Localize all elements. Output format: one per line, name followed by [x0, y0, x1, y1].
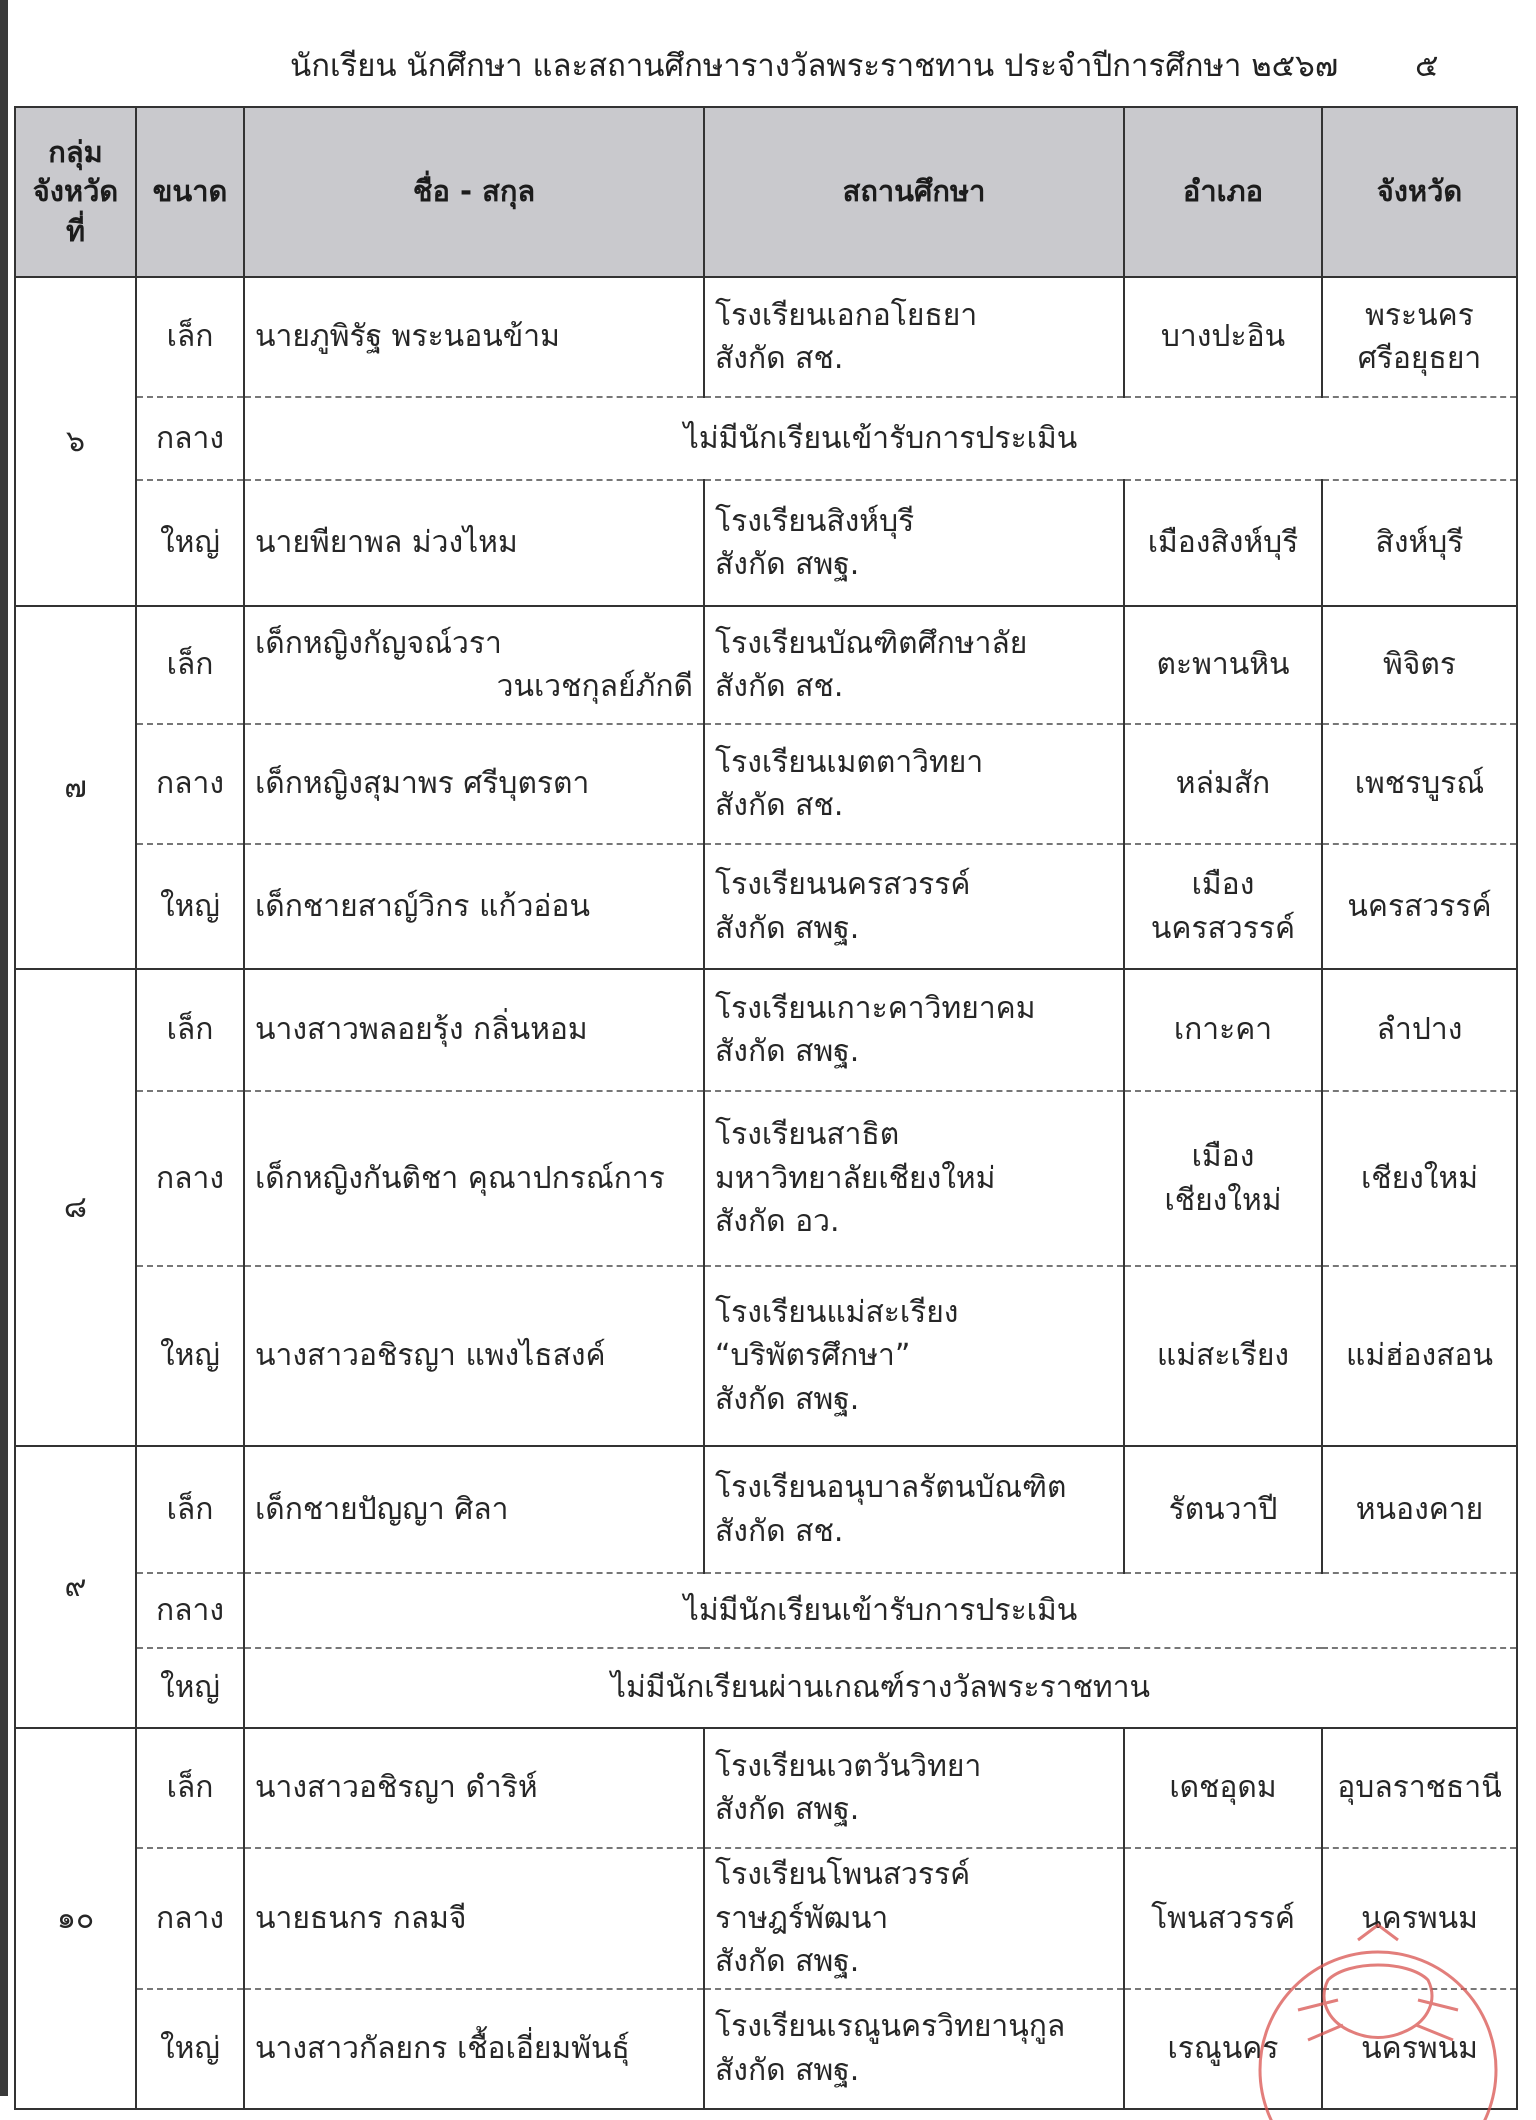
column-header-province: จังหวัด — [1322, 107, 1517, 277]
school-line: โรงเรียนเกาะคาวิทยาคม — [715, 990, 1036, 1026]
column-header-group-line: กลุ่ม — [48, 135, 103, 170]
district-cell: บางปะอิน — [1124, 277, 1322, 397]
district-cell: เมืองเชียงใหม่ — [1124, 1091, 1322, 1266]
province-cell: ลำปาง — [1322, 969, 1517, 1091]
table-row — [15, 1848, 1517, 1989]
district-cell: โพนสวรรค์ — [1124, 1848, 1322, 1989]
district-cell: เมืองสิงห์บุรี — [1124, 480, 1322, 606]
school-line: โรงเรียนโพนสวรรค์ราษฎร์พัฒนา — [715, 1857, 971, 1936]
school-line: โรงเรียนสาธิต — [715, 1117, 900, 1153]
school-line: สังกัด สพฐ. — [715, 1381, 860, 1417]
table-header-row — [15, 107, 1517, 277]
name-line: วนเวชกุลย์ภักดี — [496, 669, 693, 704]
name-cell — [244, 606, 704, 724]
school-line: โรงเรียนเวตวันวิทยา — [715, 1748, 982, 1784]
district-line: เมือง — [1191, 867, 1255, 902]
name-cell: นายพียาพล ม่วงไหม — [244, 480, 704, 606]
size-cell: กลาง — [136, 1848, 244, 1989]
province-cell: นครพนม — [1322, 1989, 1517, 2109]
column-header-name: ชื่อ - สกุล — [244, 107, 704, 277]
name-cell: เด็กชายปัญญา ศิลา — [244, 1446, 704, 1573]
group-number: ๖ — [15, 277, 136, 606]
school-cell — [704, 1728, 1124, 1848]
size-cell: ใหญ่ — [136, 1989, 244, 2109]
column-header-group-line: จังหวัด — [32, 174, 119, 209]
province-cell: สิงห์บุรี — [1322, 480, 1517, 606]
school-line: โรงเรียนเอกอโยธยา — [715, 297, 978, 333]
page-left-border — [0, 0, 8, 2096]
size-cell: กลาง — [136, 397, 244, 480]
school-line: สังกัด สช. — [715, 669, 844, 704]
school-line: โรงเรียนแม่สะเรียง — [715, 1294, 959, 1330]
province-cell: นครพนม — [1322, 1848, 1517, 1989]
column-header-school: สถานศึกษา — [704, 107, 1124, 277]
province-cell — [1322, 277, 1517, 397]
school-cell — [704, 277, 1124, 397]
size-cell: ใหญ่ — [136, 1266, 244, 1446]
school-line: สังกัด สช. — [715, 1513, 844, 1549]
table-row — [15, 1446, 1517, 1573]
size-cell: ใหญ่ — [136, 1648, 244, 1728]
school-line: สังกัด สพฐ. — [715, 1792, 860, 1827]
school-line: “บริพัตรศึกษา” — [715, 1338, 911, 1374]
page-number: ๕ — [1415, 48, 1439, 84]
school-cell — [704, 724, 1124, 844]
table-row — [15, 1266, 1517, 1446]
table-row — [15, 724, 1517, 844]
school-cell — [704, 969, 1124, 1091]
school-line: โรงเรียนสิงห์บุรี — [715, 503, 915, 539]
school-line: มหาวิทยาลัยเชียงใหม่ — [715, 1160, 996, 1196]
group-number: ๗ — [15, 606, 136, 969]
table-row — [15, 397, 1517, 480]
name-cell: เด็กชายสาญ์วิกร แก้วอ่อน — [244, 844, 704, 969]
size-cell: กลาง — [136, 1573, 244, 1648]
size-cell: กลาง — [136, 724, 244, 844]
school-cell — [704, 1446, 1124, 1573]
province-cell: นครสวรรค์ — [1322, 844, 1517, 969]
column-header-group-line: ที่ — [65, 213, 86, 248]
school-cell — [704, 1848, 1124, 1989]
table-row — [15, 1091, 1517, 1266]
notice-cell: ไม่มีนักเรียนเข้ารับการประเมิน — [244, 397, 1517, 480]
province-cell: เพชรบูรณ์ — [1322, 724, 1517, 844]
school-line: สังกัด สพฐ. — [715, 2052, 860, 2088]
awards-table — [14, 106, 1518, 2110]
name-cell: นางสาวกัลยกร เชื้อเอี่ยมพันธุ์ — [244, 1989, 704, 2109]
province-line: พระนคร — [1365, 297, 1474, 333]
province-cell: แม่ฮ่องสอน — [1322, 1266, 1517, 1446]
table-row — [15, 844, 1517, 969]
name-cell: นางสาวอชิรญา ดำริห์ — [244, 1728, 704, 1848]
district-cell: แม่สะเรียง — [1124, 1266, 1322, 1446]
school-cell — [704, 844, 1124, 969]
group-number: ๘ — [15, 969, 136, 1446]
table-row — [15, 277, 1517, 397]
district-cell: หล่มสัก — [1124, 724, 1322, 844]
name-cell: นายภูพิรัฐ พระนอนข้าม — [244, 277, 704, 397]
name-cell: นางสาวพลอยรุ้ง กลิ่นหอม — [244, 969, 704, 1091]
province-cell: พิจิตร — [1322, 606, 1517, 724]
school-line: โรงเรียนนครสวรรค์ — [715, 867, 971, 902]
school-cell — [704, 606, 1124, 724]
table-row — [15, 1573, 1517, 1648]
school-line: สังกัด สพฐ. — [715, 1034, 860, 1069]
size-cell: เล็ก — [136, 606, 244, 724]
district-line: นครสวรรค์ — [1150, 910, 1296, 946]
school-cell — [704, 1091, 1124, 1266]
size-cell: เล็ก — [136, 1728, 244, 1848]
name-cell: เด็กหญิงกันติชา คุณาปกรณ์การ — [244, 1091, 704, 1266]
province-line: ศรีอยุธยา — [1357, 341, 1482, 376]
school-line: โรงเรียนอนุบาลรัตนบัณฑิต — [715, 1470, 1067, 1505]
province-cell: เชียงใหม่ — [1322, 1091, 1517, 1266]
table-row — [15, 480, 1517, 606]
district-cell — [1124, 844, 1322, 969]
column-header-group — [15, 107, 136, 277]
school-line: สังกัด อว. — [715, 1204, 840, 1240]
size-cell: เล็ก — [136, 277, 244, 397]
district-cell: เดชอุดม — [1124, 1728, 1322, 1848]
school-cell — [704, 480, 1124, 606]
district-cell: เรณูนคร — [1124, 1989, 1322, 2109]
size-cell: ใหญ่ — [136, 844, 244, 969]
school-line: โรงเรียนบัณฑิตศึกษาลัย — [715, 625, 1028, 661]
page-header — [0, 30, 1536, 100]
district-cell: รัตนวาปี — [1124, 1446, 1322, 1573]
size-cell: เล็ก — [136, 969, 244, 1091]
size-cell: กลาง — [136, 1091, 244, 1266]
column-header-district: อำเภอ — [1124, 107, 1322, 277]
table-row — [15, 1728, 1517, 1848]
name-cell: เด็กหญิงสุมาพร ศรีบุตรตา — [244, 724, 704, 844]
column-header-size: ขนาด — [136, 107, 244, 277]
school-line: สังกัด สช. — [715, 788, 844, 823]
school-cell — [704, 1266, 1124, 1446]
page-title: นักเรียน นักศึกษา และสถานศึกษารางวัลพระราชทาน ประจำปีการศึกษา ๒๕๖๗ — [290, 48, 1339, 84]
table-row — [15, 1648, 1517, 1728]
table-row — [15, 1989, 1517, 2109]
school-line: โรงเรียนเรณูนครวิทยานุกูล — [715, 2009, 1066, 2044]
size-cell: ใหญ่ — [136, 480, 244, 606]
table-row — [15, 969, 1517, 1091]
group-number: ๙ — [15, 1446, 136, 1728]
province-cell: หนองคาย — [1322, 1446, 1517, 1573]
name-cell: นางสาวอชิรญา แพงไธสงค์ — [244, 1266, 704, 1446]
district-cell: ตะพานหิน — [1124, 606, 1322, 724]
notice-cell: ไม่มีนักเรียนเข้ารับการประเมิน — [244, 1573, 1517, 1648]
school-line: สังกัด สพฐ. — [715, 1944, 860, 1979]
name-cell: นายธนกร กลมจี — [244, 1848, 704, 1989]
table-row — [15, 606, 1517, 724]
province-cell: อุบลราชธานี — [1322, 1728, 1517, 1848]
group-number: ๑๐ — [15, 1728, 136, 2109]
size-cell: เล็ก — [136, 1446, 244, 1573]
school-cell — [704, 1989, 1124, 2109]
notice-cell: ไม่มีนักเรียนผ่านเกณฑ์รางวัลพระราชทาน — [244, 1648, 1517, 1728]
school-line: สังกัด สพฐ. — [715, 910, 860, 946]
school-line: โรงเรียนเมตตาวิทยา — [715, 744, 984, 780]
name-line: เด็กหญิงกัญจณ์วรา — [255, 625, 502, 661]
school-line: สังกัด สช. — [715, 341, 844, 376]
district-cell: เกาะคา — [1124, 969, 1322, 1091]
school-line: สังกัด สพฐ. — [715, 547, 860, 582]
